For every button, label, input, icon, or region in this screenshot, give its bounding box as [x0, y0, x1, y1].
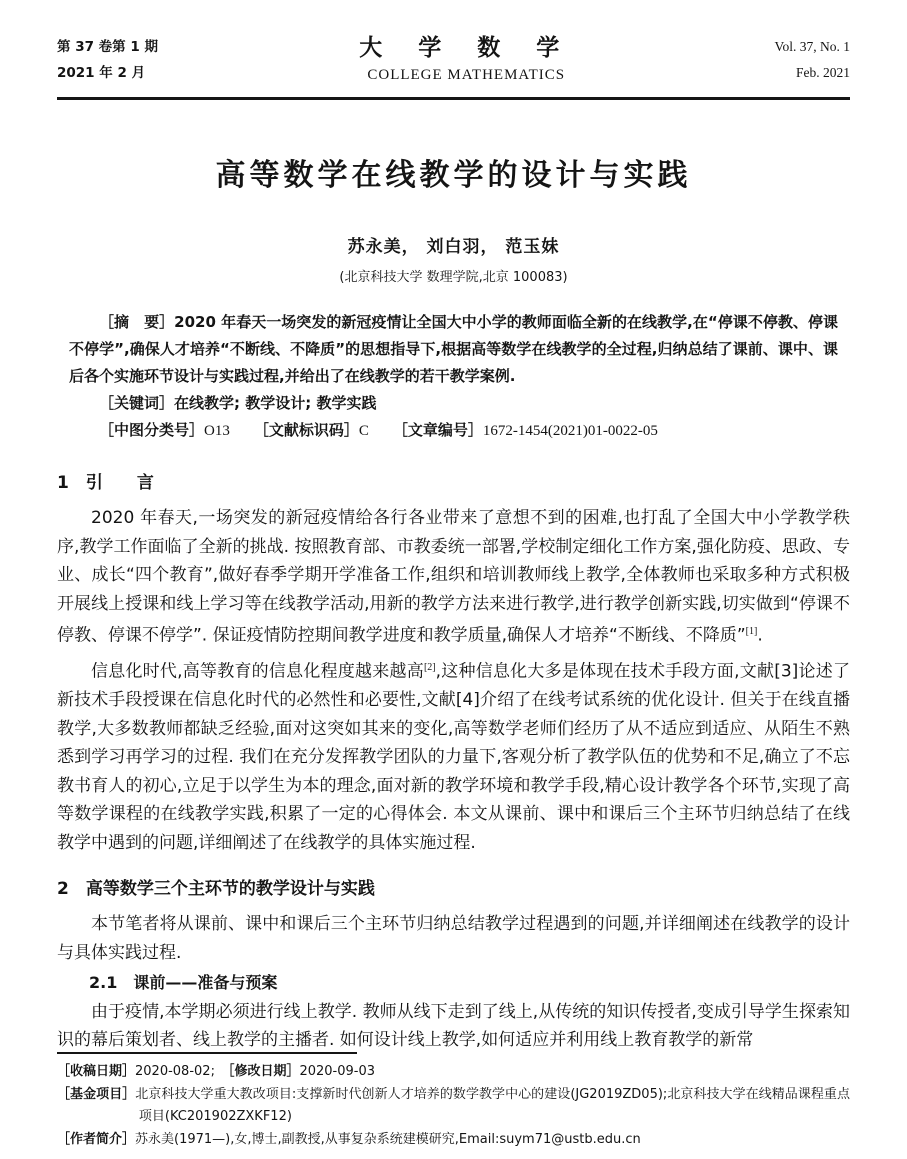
author-bio-label: ［作者简介］ [57, 1131, 136, 1147]
article-id-value: 1672-1454(2021)01-0022-05 [482, 423, 658, 439]
paragraph-text: ,这种信息化大多是体现在技术手段方面,文献[3]论述了新技术手段授课在信息化时代的必然性和必要性,文献[4]介绍了在线考试系统的优化设计. 但关于在线直播教学,大多数教师都缺乏经验,面对这突如其来的变化,高等数学老师们经历了从不适应到适应、从陌生不熟悉到学习再学习的过程. 我们在充分发挥教学团队的力量下,客观分析了教学队伍的优势和不足,确立了不忘教书育人的初心,立足于以学生为本的理念,面对新的教学环境和教学手段,精心设计教学各个环节,实现了高等数学课程的在线教学实践,积累了一定的心得体会. 本文从课前、课中和课后三个主环节归纳总结了在线教学中遇到的问题,详细阐述了在线教学的具体实施过程. [57, 661, 850, 853]
article-meta [69, 309, 838, 445]
fund-text: 北京科技大学重大教改项目:支撑新时代创新人才培养的数学教学中心的建设(JG2019ZD05);北京科技大学在线精品课程重点项目(KC201902ZXKF12) [135, 1086, 850, 1124]
article-title: 高等数学在线教学的设计与实践 [215, 158, 692, 193]
classification-line [69, 417, 838, 445]
section-1-heading: 1 引 言 [57, 473, 154, 493]
clc-value: O13 [204, 423, 230, 439]
abstract [69, 309, 838, 390]
footnote-dates [57, 1061, 850, 1084]
paragraph-text: 信息化时代,高等教育的信息化程度越来越高 [91, 661, 424, 682]
paragraph-text: . [757, 625, 763, 646]
header-rule [57, 97, 850, 100]
paragraph-text: 2020 年春天,一场突发的新冠疫情给各行各业带来了意想不到的困难,也打乱了全国大中小学教学秩序,教学工作面临了全新的挑战. 按照教育部、市教委统一部署,学校制定细化工作方案,强化防疫、思政、专业、成长“四个教育”,做好春季学期开学准备工作,组织和培训教师线上教学,全体教师也采取多种方式积极开展线上授课和线上学习等在线教学活动,用新的教学方法来进行教学,进行教学创新实践,切实做到“停课不停教、停课不停学”. 保证疫情防控期间教学进度和教学质量,确保人才培养“不断线、不降质” [57, 508, 850, 646]
section-2-1-paragraph-1: 由于疫情,本学期必须进行线上教学. 教师从线下走到了线上,从传统的知识传授者,变成引导学生探索知识的幕后策划者、线上教学的主播者. 如何设计线上教学,如何适应并利用线上教育教学的新常 [57, 1001, 850, 1051]
journal-issue-cn: 第 37 卷第 1 期 [57, 39, 158, 55]
footnotes [57, 1052, 850, 1151]
article-authors: 苏永美， 刘白羽， 范玉妹 [347, 237, 560, 257]
journal-vol-en: Vol. 37, No. 1 [774, 39, 850, 54]
article-id-label: ［文章编号］ [392, 421, 483, 439]
footnote-fund [57, 1084, 850, 1129]
journal-header [57, 34, 850, 88]
journal-title-cn: 大 学 数 学 [359, 35, 574, 61]
article-affiliation: (北京科技大学 数理学院,北京 100083) [339, 270, 568, 285]
author-bio-text: 苏永美(1971—),女,博士,副教授,从事复杂系统建模研究,Email:suym71@ustb.edu.cn [135, 1131, 641, 1147]
section-2-heading: 2 高等数学三个主环节的教学设计与实践 [57, 879, 375, 900]
section-1-paragraph-1 [57, 504, 850, 650]
keywords-label: ［关键词］ [99, 394, 175, 412]
keywords [69, 390, 838, 417]
journal-title-block [158, 34, 775, 88]
doc-code-value: C [358, 423, 369, 439]
doc-code-label: ［文献标识码］ [253, 421, 359, 439]
citation-ref-2: [2] [423, 662, 436, 674]
received-date-value: 2020-08-02; [135, 1064, 228, 1079]
journal-date-en: Feb. 2021 [796, 65, 850, 80]
section-1-paragraph-2 [57, 654, 850, 857]
citation-ref-1: [1] [745, 626, 758, 637]
revised-date-label: ［修改日期］ [227, 1064, 300, 1079]
received-date-label: ［收稿日期］ [57, 1064, 136, 1079]
footnote-author-bio [57, 1129, 850, 1152]
clc-label: ［中图分类号］ [99, 421, 205, 439]
section-2-1-heading: 2.1 课前——准备与预案 [89, 973, 278, 993]
footnote-rule [57, 1052, 357, 1054]
journal-title-en: COLLEGE MATHEMATICS [367, 67, 566, 83]
journal-vol-block [774, 34, 850, 86]
keywords-text: 在线教学; 教学设计; 教学实践 [174, 394, 377, 412]
revised-date-value: 2020-09-03 [299, 1064, 376, 1079]
journal-issue-block [57, 34, 158, 86]
journal-date-cn: 2021 年 2 月 [57, 65, 146, 81]
section-2-paragraph-1: 本节笔者将从课前、课中和课后三个主环节归纳总结教学过程遇到的问题,并详细阐述在线教学的设计与具体实践过程. [57, 914, 850, 963]
fund-label: ［基金项目］ [57, 1086, 136, 1102]
abstract-label: ［摘 要］ [99, 313, 175, 331]
abstract-text: 2020 年春天一场突发的新冠疫情让全国大中小学的教师面临全新的在线教学,在“停课不停教、停课不停学”,确保人才培养“不断线、不降质”的思想指导下,根据高等数学在线教学的全过程,归纳总结了课前、课中、课后各个实施环节设计与实践过程,并给出了在线教学的若干教学案例. [69, 313, 838, 385]
